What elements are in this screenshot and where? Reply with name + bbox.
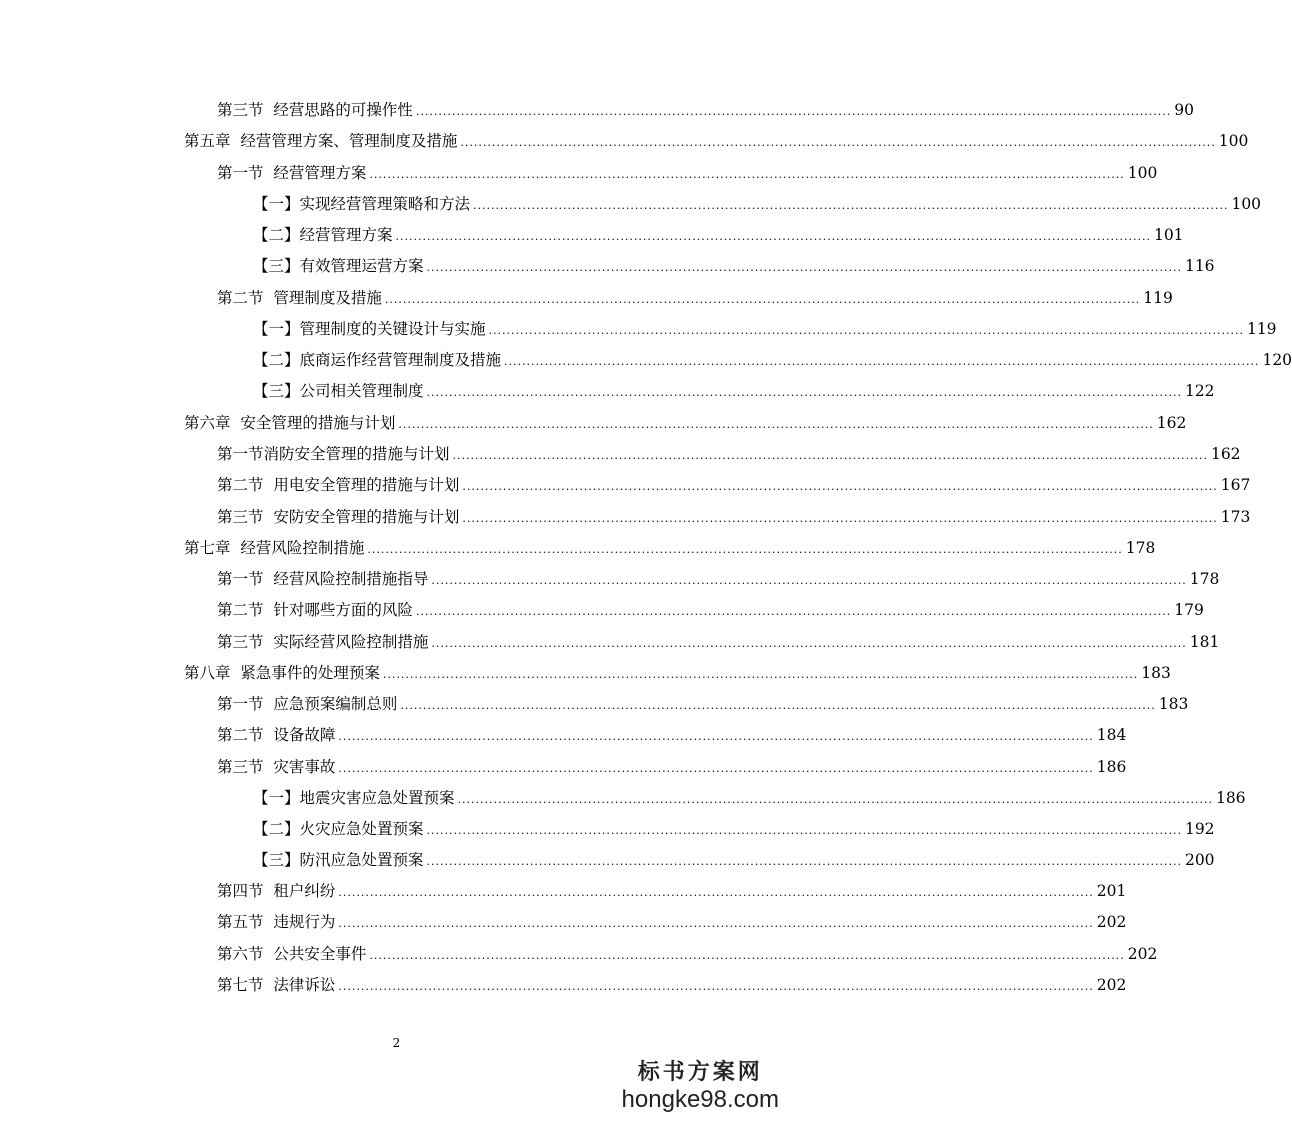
toc-entry-label: 【一】实现经营管理策略和方法 [253,195,471,213]
dot-leader: ........................................................................................................................................................................ [338,886,1094,899]
dot-leader: ........................................................................................................................................................................ [462,480,1218,493]
toc-entry[interactable] [217,632,1220,652]
toc-entry[interactable] [253,256,1215,276]
toc-entry[interactable] [217,163,1158,183]
toc-entry-label: 【一】管理制度的关键设计与实施 [253,320,486,338]
toc-entry[interactable] [184,663,1171,683]
dot-leader: ........................................................................................................................................................................ [338,762,1094,775]
dot-leader: ........................................................................................................................................................................ [426,855,1182,868]
toc-entry-page: 183 [1141,664,1171,682]
toc-entry-label: 【三】有效管理运营方案 [253,257,424,275]
dot-leader: ........................................................................................................................................................................ [462,512,1218,525]
toc-entry-page: 119 [1246,320,1277,338]
toc-entry-page: 167 [1220,476,1251,494]
toc-entry-label: 第五节 违规行为 [217,913,336,931]
dot-leader: ........................................................................................................................................................................ [382,668,1139,681]
toc-entry-label: 第二节 设备故障 [217,726,336,744]
toc-entry-page: 100 [1218,132,1249,150]
dot-leader: ........................................................................................................................................................................ [338,980,1094,993]
toc-entry-label: 第七章 经营风险控制措施 [184,539,365,557]
watermark-url: hongke98.com [621,1086,779,1113]
toc-entry-page: 181 [1189,633,1220,651]
toc-entry[interactable] [217,100,1195,120]
toc-entry-page: 200 [1184,851,1215,869]
toc-entry-page: 192 [1184,820,1215,838]
toc-entry[interactable] [253,850,1215,870]
watermark-title: 标书方案网 [637,1060,763,1085]
toc-entry-page: 100 [1231,195,1262,213]
dot-leader: ........................................................................................................................................................................ [367,543,1123,556]
toc-entry-page: 162 [1156,414,1187,432]
dot-leader: ........................................................................................................................................................................ [504,355,1260,368]
dot-leader: ........................................................................................................................................................................ [426,824,1182,837]
toc-entry-label: 第一节消防安全管理的措施与计划 [217,445,450,463]
toc-entry[interactable] [217,569,1220,589]
toc-entry-page: 173 [1220,508,1251,526]
site-watermark [622,1060,779,1114]
toc-entry-page: 100 [1127,164,1158,182]
toc-entry-label: 第三节 经营思路的可操作性 [217,101,413,119]
toc-entry-page: 119 [1143,289,1173,307]
dot-leader: ........................................................................................................................................................................ [431,574,1187,587]
dot-leader: ........................................................................................................................................................................ [426,386,1182,399]
toc-entry[interactable] [217,757,1127,777]
toc-entry-label: 第七节 法律诉讼 [217,976,336,994]
toc-entry-label: 第六章 安全管理的措施与计划 [184,414,396,432]
dot-leader: ........................................................................................................................................................................ [384,293,1141,306]
toc-entry-label: 第一节 经营风险控制措施指导 [217,570,429,588]
toc-entry[interactable] [253,319,1277,339]
toc-entry-label: 【二】底商运作经营管理制度及措施 [253,351,502,369]
dot-leader: ........................................................................................................................................................................ [400,699,1156,712]
toc-entry[interactable] [253,819,1215,839]
dot-leader: ........................................................................................................................................................................ [369,168,1125,181]
dot-leader: ........................................................................................................................................................................ [369,949,1125,962]
toc-entry-page: 179 [1174,601,1204,619]
toc-entry[interactable] [253,225,1184,245]
toc-entry-page: 162 [1210,445,1241,463]
toc-entry-label: 第二节 针对哪些方面的风险 [217,601,413,619]
toc-entry-page: 183 [1158,695,1189,713]
toc-entry-label: 第二节 用电安全管理的措施与计划 [217,476,460,494]
toc-entry-page: 202 [1096,913,1127,931]
toc-entry[interactable] [217,475,1251,495]
toc-entry-label: 第三节 安防安全管理的措施与计划 [217,508,460,526]
toc-entry-page: 202 [1127,945,1158,963]
dot-leader: ........................................................................................................................................................................ [452,449,1208,462]
dot-leader: ........................................................................................................................................................................ [338,917,1094,930]
toc-entry-page: 90 [1174,101,1195,119]
dot-leader: ........................................................................................................................................................................ [395,230,1151,243]
toc-entry-page: 116 [1184,257,1215,275]
page-number: 2 [392,1036,401,1050]
toc-entry-page: 202 [1096,976,1127,994]
toc-entry[interactable] [217,944,1158,964]
dot-leader: ........................................................................................................................................................................ [473,199,1229,212]
toc-entry-label: 【二】火灾应急处置预案 [253,820,424,838]
dot-leader: ........................................................................................................................................................................ [426,261,1182,274]
toc-entry-label: 【一】地震灾害应急处置预案 [253,789,455,807]
toc-entry-label: 【三】防汛应急处置预案 [253,851,424,869]
toc-entry-label: 【三】公司相关管理制度 [253,382,424,400]
toc-entry-label: 第一节 经营管理方案 [217,164,367,182]
toc-entry-label: 第三节 灾害事故 [217,758,336,776]
toc-entry-page: 178 [1125,539,1156,557]
toc-entry-label: 第一节 应急预案编制总则 [217,695,398,713]
toc-entry[interactable] [217,975,1127,995]
toc-entry[interactable] [217,600,1204,620]
toc-entry[interactable] [217,288,1173,308]
dot-leader: ........................................................................................................................................................................ [398,418,1154,431]
dot-leader: ........................................................................................................................................................................ [431,637,1187,650]
dot-leader: ........................................................................................................................................................................ [488,324,1244,337]
toc-entry-page: 186 [1215,789,1246,807]
toc-entry-page: 201 [1096,882,1127,900]
toc-entry-page: 120 [1262,351,1292,369]
dot-leader: ........................................................................................................................................................................ [338,730,1094,743]
toc-entry-page: 184 [1096,726,1127,744]
toc-entry[interactable] [217,507,1251,527]
toc-entry[interactable] [253,381,1215,401]
toc-entry-label: 第二节 管理制度及措施 [217,289,382,307]
toc-entry[interactable] [217,912,1127,932]
toc-entry-label: 第八章 紧急事件的处理预案 [184,664,380,682]
toc-entry-label: 第六节 公共安全事件 [217,945,367,963]
dot-leader: ........................................................................................................................................................................ [415,605,1172,618]
toc-entry-page: 178 [1189,570,1220,588]
toc-entry-page: 186 [1096,758,1127,776]
toc-entry[interactable] [217,725,1127,745]
toc-entry-page: 101 [1153,226,1184,244]
toc-entry[interactable] [217,694,1189,714]
dot-leader: ........................................................................................................................................................................ [415,105,1172,118]
toc-entry-label: 【二】经营管理方案 [253,226,393,244]
toc-entry[interactable] [184,538,1156,558]
toc-entry[interactable] [217,444,1241,464]
toc-entry[interactable] [253,194,1262,214]
dot-leader: ........................................................................................................................................................................ [460,136,1216,149]
toc-entry-page: 122 [1184,382,1215,400]
dot-leader: ........................................................................................................................................................................ [457,793,1213,806]
toc-entry[interactable] [217,881,1127,901]
toc-entry[interactable] [253,788,1246,808]
toc-entry-label: 第四节 租户纠纷 [217,882,336,900]
toc-entry[interactable] [253,350,1292,370]
toc-entry-label: 第三节 实际经营风险控制措施 [217,633,429,651]
toc-entry[interactable] [184,413,1187,433]
toc-entry[interactable] [184,131,1249,151]
toc-entry-label: 第五章 经营管理方案、管理制度及措施 [184,132,458,150]
